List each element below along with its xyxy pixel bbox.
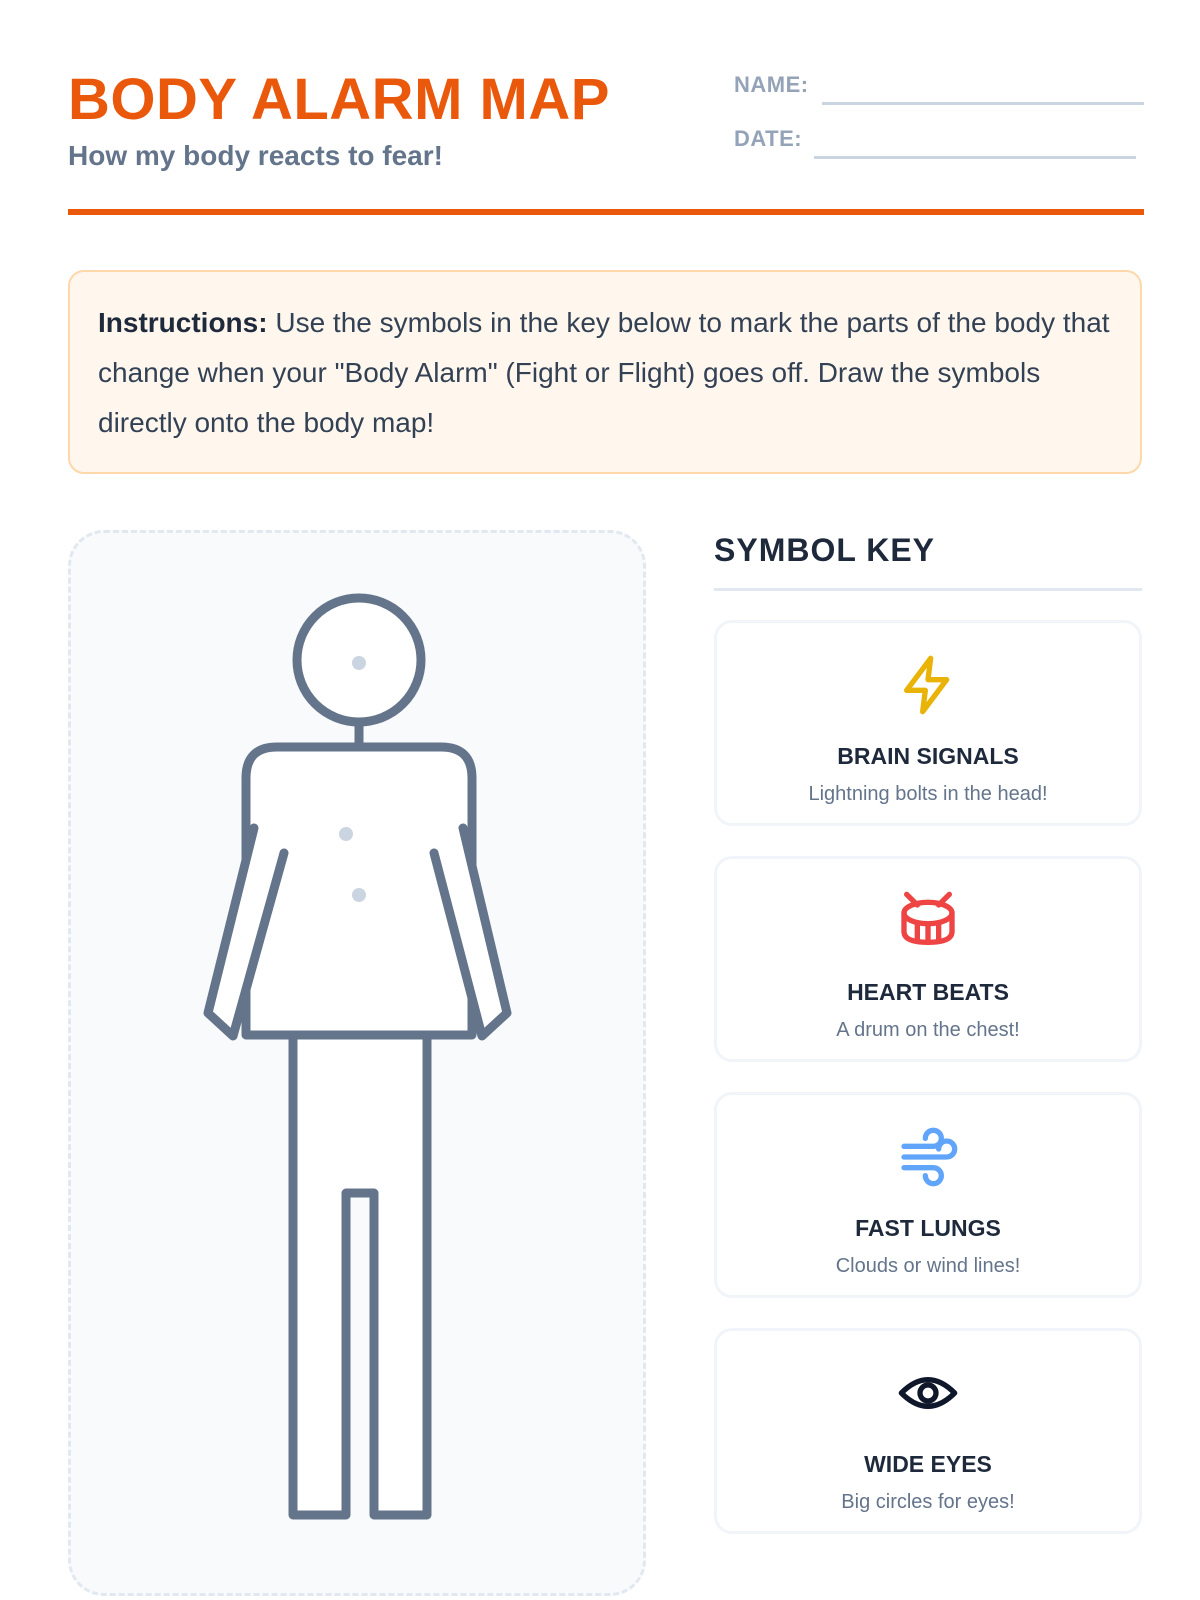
page-subtitle: How my body reacts to fear!: [68, 140, 443, 171]
legs-outline: [293, 1035, 427, 1515]
symbol-description: A drum on the chest!: [836, 1019, 1020, 1041]
instructions-lead: Instructions:: [98, 307, 268, 338]
belly-marker-dot: [352, 888, 366, 902]
symbol-card-heart-beats: [714, 856, 1142, 1062]
chest-marker-dot: [339, 827, 353, 841]
instructions-box: [68, 270, 1142, 474]
date-label: DATE:: [734, 126, 803, 151]
symbol-name: WIDE EYES: [864, 1451, 992, 1477]
symbol-card-wide-eyes: [714, 1328, 1142, 1534]
symbol-name: BRAIN SIGNALS: [837, 743, 1019, 769]
name-field-line[interactable]: [822, 102, 1144, 105]
header-divider: [68, 209, 1144, 215]
symbol-description: Clouds or wind lines!: [835, 1255, 1021, 1277]
body-outline-figure[interactable]: [71, 533, 649, 1599]
name-label: NAME:: [734, 72, 809, 97]
symbol-name: FAST LUNGS: [855, 1215, 1001, 1241]
symbol-card-fast-lungs: [714, 1092, 1142, 1298]
head-marker-dot: [352, 656, 366, 670]
drum-icon: [896, 889, 960, 953]
date-field-line[interactable]: [814, 156, 1136, 159]
page-title: BODY ALARM MAP: [68, 67, 610, 132]
instructions-text: Use the symbols in the key below to mark the parts of the body that change when your "Body Alarm" (Fight or Flight) goes off. Draw the symbols directly onto the body map!: [98, 307, 1110, 438]
eye-icon: [896, 1361, 960, 1425]
symbol-key-divider: [714, 588, 1142, 591]
lightning-bolt-icon: [896, 653, 960, 717]
symbol-name: HEART BEATS: [847, 979, 1009, 1005]
symbol-card-brain-signals: [714, 620, 1142, 826]
symbol-description: Lightning bolts in the head!: [808, 783, 1048, 805]
wind-icon: [896, 1125, 960, 1189]
symbol-key-title: SYMBOL KEY: [714, 532, 935, 568]
body-map-panel[interactable]: [68, 530, 646, 1596]
symbol-description: Big circles for eyes!: [841, 1491, 1015, 1513]
